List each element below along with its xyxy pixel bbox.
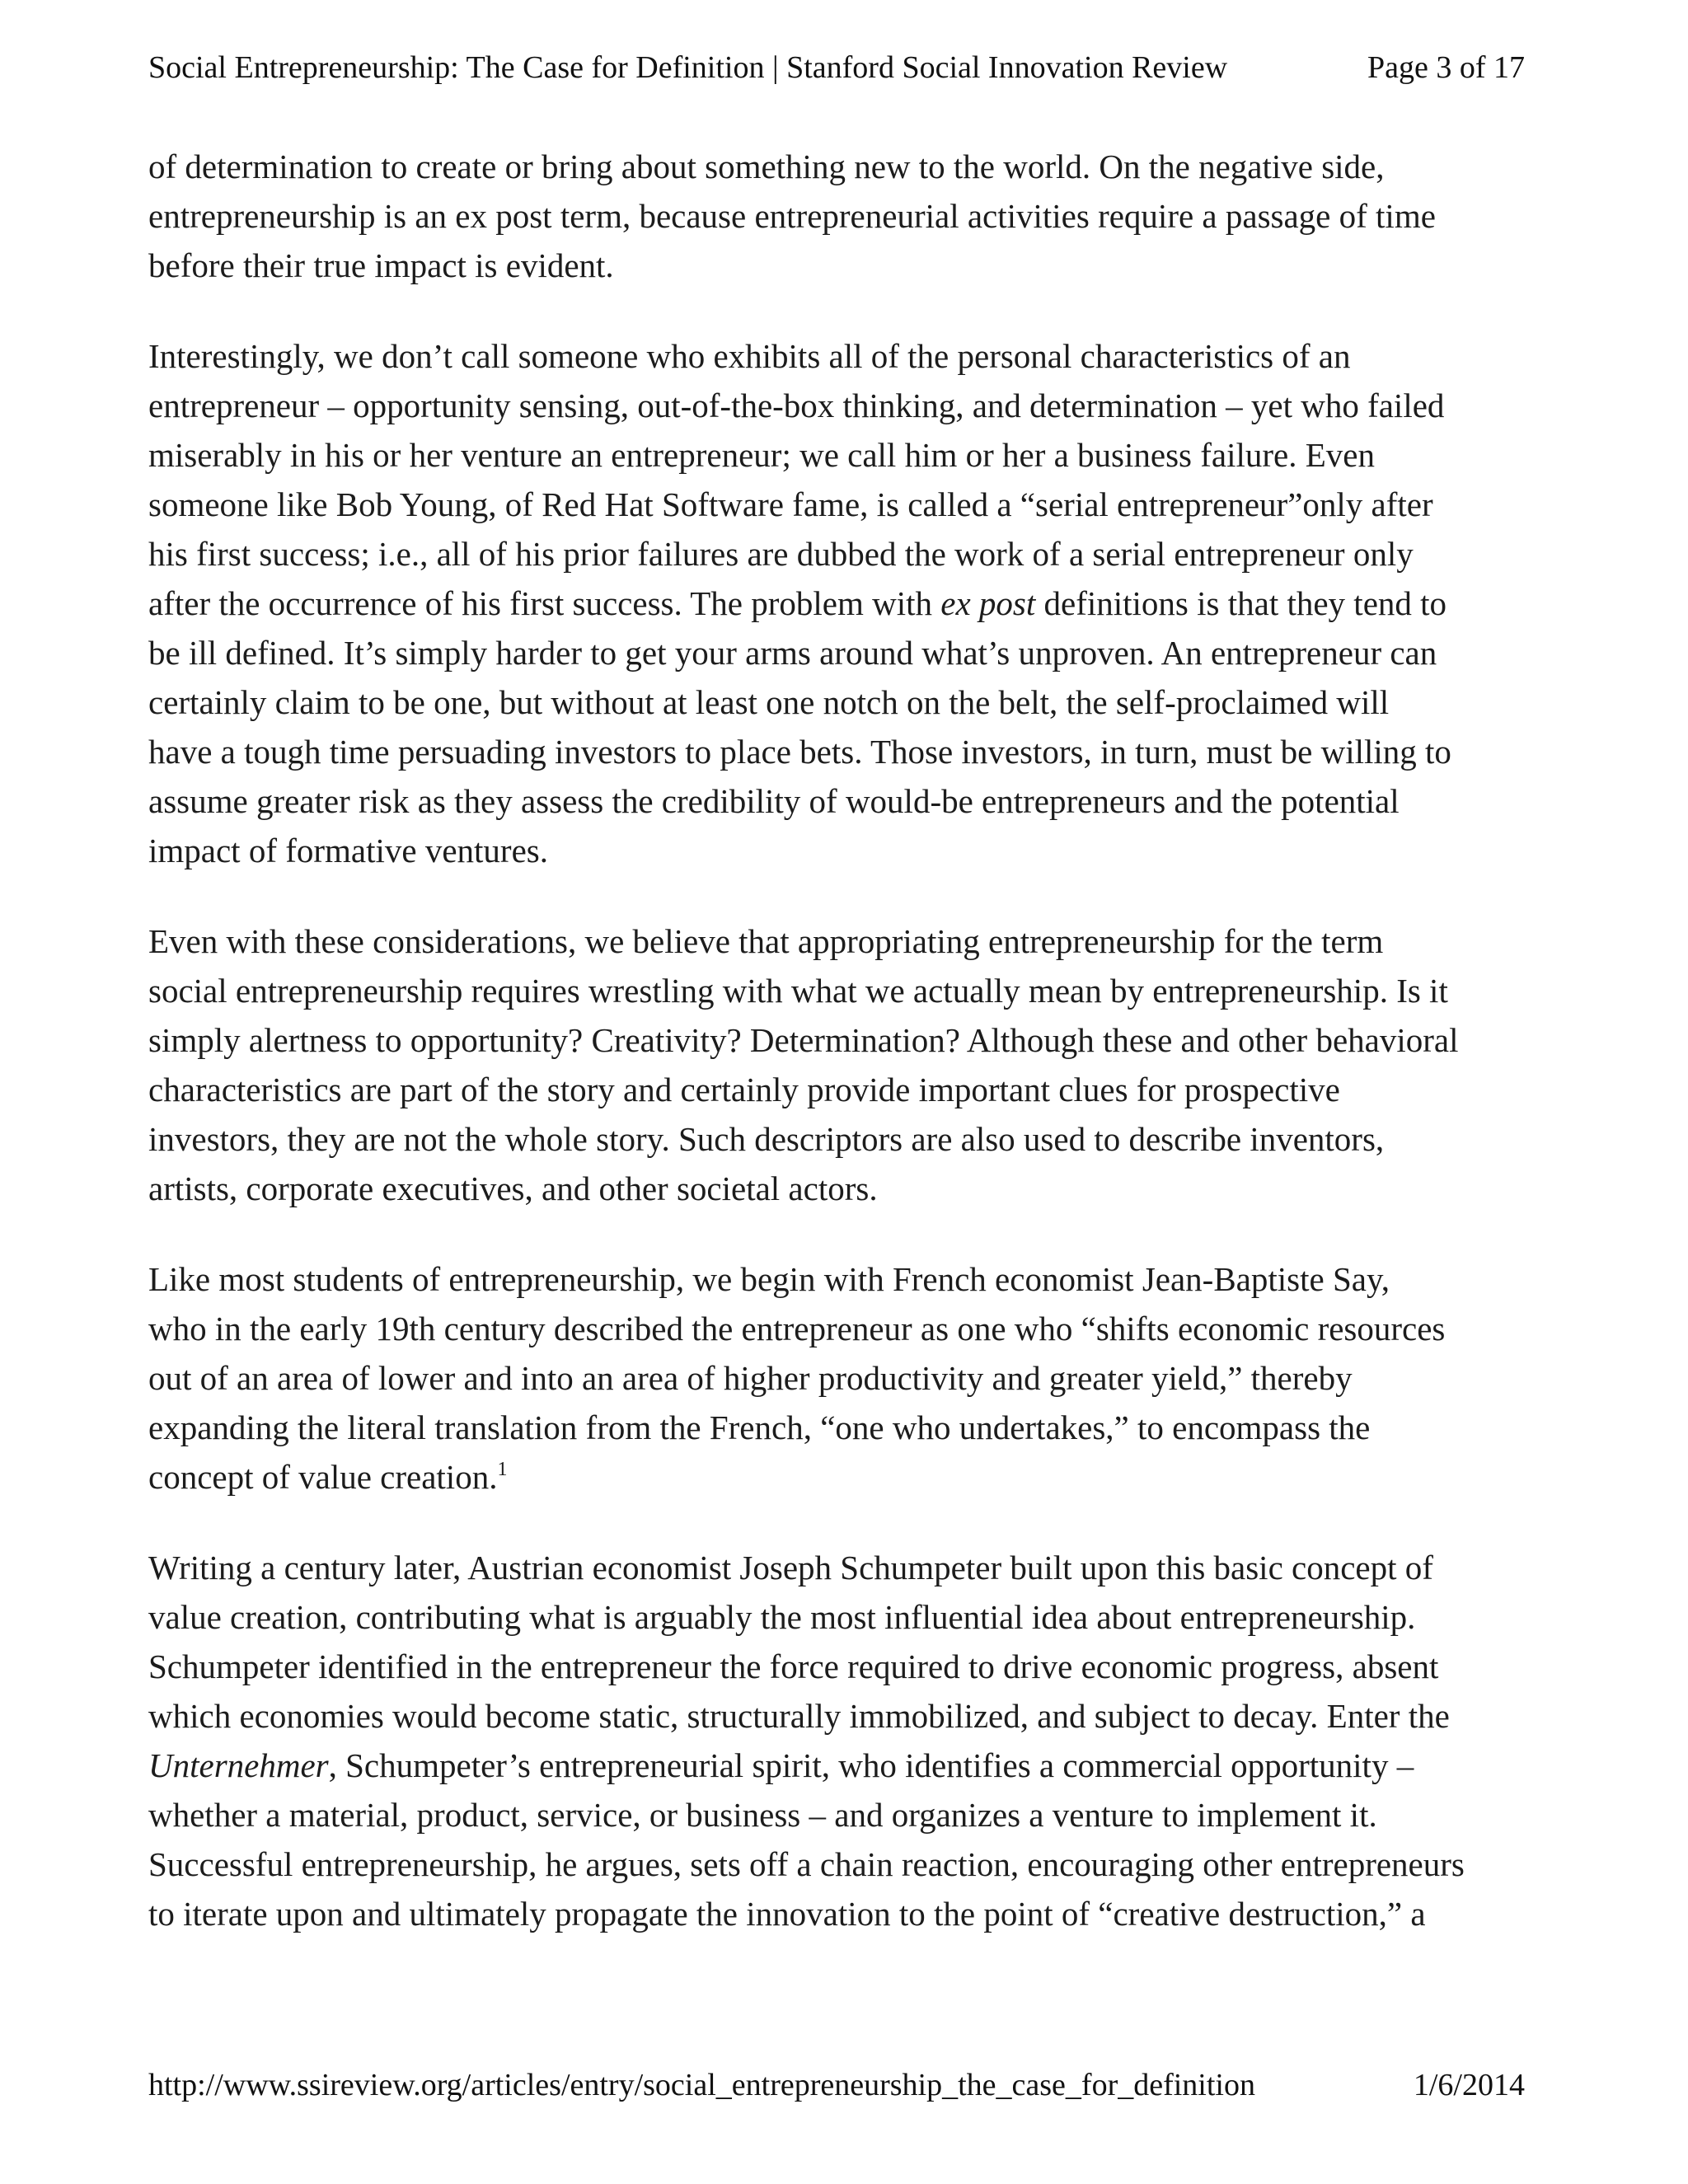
text-line [148,1741,1526,1790]
italic-term: ex post [940,584,1036,622]
text-line: entrepreneurship is an ex post term, because entrepreneurial activities require a passage of time [148,197,1436,235]
document-title: Social Entrepreneurship: The Case for Definition | Stanford Social Innovation Review [148,50,1228,85]
text-line: assume greater risk as they assess the credibility of would-be entrepreneurs and the potential [148,782,1400,820]
text-line: Even with these considerations, we believe that appropriating entrepreneurship for the term [148,922,1384,960]
text-line: someone like Bob Young, of Red Hat Software fame, is called a “serial entrepreneur”only after [148,485,1433,523]
source-url[interactable]: http://www.ssireview.org/articles/entry/social_entrepreneurship_the_case_for_definition [148,2068,1255,2102]
text-line: social entrepreneurship requires wrestling with what we actually mean by entrepreneurship. Is it [148,972,1448,1010]
print-date: 1/6/2014 [1413,2068,1525,2102]
paragraph-2 [148,331,1526,875]
article-body [148,142,1526,1980]
text-line: miserably in his or her venture an entrepreneur; we call him or her a business failure. Even [148,436,1375,474]
text-segment: , Schumpeter’s entrepreneurial spirit, who identifies a commercial opportunity – [328,1746,1414,1784]
text-line: of determination to create or bring about something new to the world. On the negative side, [148,148,1385,185]
text-line: Writing a century later, Austrian economist Joseph Schumpeter built upon this basic concept of [148,1549,1433,1586]
text-line [148,579,1526,628]
text-line: his first success; i.e., all of his prior failures are dubbed the work of a serial entrepreneur only [148,535,1414,573]
paragraph-1 [148,142,1526,290]
text-line: expanding the literal translation from the French, “one who undertakes,” to encompass the [148,1408,1371,1446]
text-line: be ill defined. It’s simply harder to get your arms around what’s unproven. An entrepreneur can [148,634,1437,672]
text-line: who in the early 19th century described the entrepreneur as one who “shifts economic resources [148,1310,1446,1347]
text-line: out of an area of lower and into an area of higher productivity and greater yield,” thereby [148,1359,1353,1397]
text-line: Interestingly, we don’t call someone who exhibits all of the personal characteristics of an [148,337,1351,375]
page-header [148,43,1525,92]
page-number: Page 3 of 17 [1367,50,1525,85]
page-footer [148,2060,1525,2110]
text-line: before their true impact is evident. [148,246,614,284]
text-line: entrepreneur – opportunity sensing, out-of-the-box thinking, and determination – yet who failed [148,387,1445,424]
text-line: Successful entrepreneurship, he argues, sets off a chain reaction, encouraging other entrepreneurs [148,1845,1465,1883]
text-line: Like most students of entrepreneurship, we begin with French economist Jean-Baptiste Say, [148,1260,1390,1298]
paragraph-3 [148,916,1526,1213]
footnote-marker[interactable]: 1 [497,1459,508,1480]
text-line: investors, they are not the whole story. Such descriptors are also used to describe inventors, [148,1120,1385,1158]
text-line: whether a material, product, service, or business – and organizes a venture to implement it. [148,1796,1377,1834]
text-line: artists, corporate executives, and other societal actors. [148,1169,878,1207]
italic-term: Unternehmer [148,1746,329,1784]
text-line: certainly claim to be one, but without at least one notch on the belt, the self-proclaimed will [148,683,1390,721]
text-line: to iterate upon and ultimately propagate the innovation to the point of “creative destruction,” a [148,1895,1426,1933]
text-line: Schumpeter identified in the entrepreneur the force required to drive economic progress, absent [148,1647,1439,1685]
text-line: impact of formative ventures. [148,832,548,869]
text-line: which economies would become static, structurally immobilized, and subject to decay. Enter the [148,1697,1450,1735]
text-segment: concept of value creation. [148,1458,498,1496]
text-line: simply alertness to opportunity? Creativity? Determination? Although these and other behavioral [148,1021,1459,1059]
paragraph-4 [148,1254,1526,1502]
text-line: have a tough time persuading investors to place bets. Those investors, in turn, must be willing to [148,733,1451,771]
text-segment: definitions is that they tend to [1035,584,1447,622]
text-line: value creation, contributing what is arguably the most influential idea about entrepreneurship. [148,1598,1416,1636]
text-line [148,1452,1526,1502]
paragraph-5 [148,1543,1526,1938]
text-segment: after the occurrence of his first success. The problem with [148,584,941,622]
text-line: characteristics are part of the story and certainly provide important clues for prospective [148,1071,1340,1108]
